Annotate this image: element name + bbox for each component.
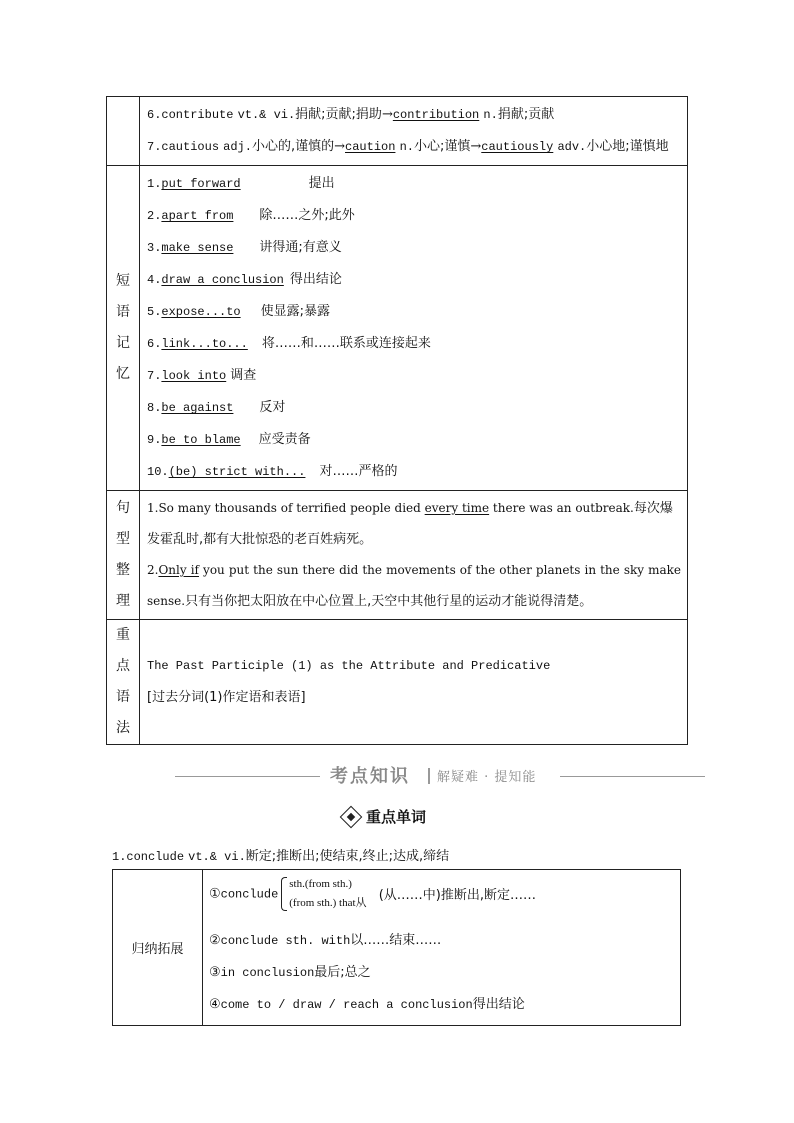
- vocab-item-6: 6.contribute vt.& vi.捐献;贡献;捐助→contribution n.捐献;贡献: [147, 107, 555, 122]
- sentences-label: 句 型 整 理: [107, 491, 140, 620]
- grammar-row: [107, 620, 688, 745]
- expansion-item-1: ①conclude sth.(from sth.) (from sth.) that从 (从……中)推断出,断定……: [209, 875, 674, 925]
- conclude-expansion-table: [112, 869, 681, 1026]
- expansion-item-4: ④come to / draw / reach a conclusion得出结论: [209, 996, 525, 1012]
- phrase-item: 7.look into 调查: [147, 368, 257, 383]
- phrase-item: 8.be against 反对: [147, 400, 286, 415]
- phrase-item: 9.be to blame 应受责备: [147, 432, 311, 447]
- grammar-chinese: [过去分词(1)作定语和表语]: [147, 690, 306, 705]
- sentence-2: 2.Only if you put the sun there did the movements of the other planets in the sky make sense.只有当你把太阳放在中心位置上,天空中其他行星的运动才能说得清楚。: [147, 563, 682, 609]
- sentence-1: 1.So many thousands of terrified people died every time there was an outbreak.每次爆发霍乱时,都有大批惊恐的老百姓病死。: [147, 501, 673, 547]
- arrow-icon: →: [334, 139, 346, 154]
- vocab-label-cell: [107, 97, 140, 166]
- brace-group: sth.(from sth.) (from sth.) that从: [281, 875, 366, 913]
- phrase-item: 3.make sense 讲得通;有意义: [147, 240, 342, 255]
- phrases-row: [107, 166, 688, 491]
- vocabulary-table: [106, 96, 688, 745]
- section-title: 考点知识: [330, 766, 410, 787]
- phrase-item: 10.(be) strict with... 对……严格的: [147, 464, 398, 479]
- sentences-content: [140, 491, 688, 620]
- phrase-item: 4.draw a conclusion 得出结论: [147, 272, 342, 287]
- grammar-label: 重 点 语 法: [107, 620, 140, 745]
- expansion-item-3: ③in conclusion最后;总之: [209, 964, 371, 980]
- vocab-row: [107, 97, 688, 166]
- expansion-content: [203, 870, 681, 1026]
- phrase-item: 2.apart from 除……之外;此外: [147, 208, 355, 223]
- phrase-item: 5.expose...to 使显露;暴露: [147, 304, 331, 319]
- arrow-icon: →: [470, 139, 482, 154]
- phrase-item: 1.put forward 提出: [147, 176, 335, 191]
- phrases-label: 短 语 记 忆: [107, 166, 140, 491]
- grammar-english: The Past Participle (1) as the Attribute and Predicative: [147, 659, 551, 673]
- phrase-item: 6.link...to... 将……和……联系或连接起来: [147, 336, 431, 351]
- header-rule-right: [560, 776, 705, 777]
- subsection-title: 重点单词: [366, 808, 427, 826]
- phrases-content: [140, 166, 688, 491]
- vocab-content-cell: [140, 97, 688, 166]
- vocab-item-7: 7.cautious adj.小心的,谨慎的→caution n.小心;谨慎→cautiously adv.小心地;谨慎地: [147, 139, 669, 154]
- sentences-row: [107, 491, 688, 620]
- grammar-content: [140, 620, 688, 745]
- diamond-icon: [340, 806, 363, 829]
- expansion-label: 归纳拓展: [113, 870, 203, 1026]
- expansion-item-2: ②conclude sth. with以……结束……: [209, 932, 442, 948]
- section-subtitle: 解疑难 · 提知能: [437, 770, 537, 785]
- word-heading: 1.conclude vt.& vi.断定;推断出;使结束,终止;达成,缔结: [112, 849, 450, 864]
- section-header: [175, 762, 705, 790]
- header-rule-left: [175, 776, 320, 777]
- header-divider: [428, 768, 430, 784]
- arrow-icon: →: [381, 107, 393, 122]
